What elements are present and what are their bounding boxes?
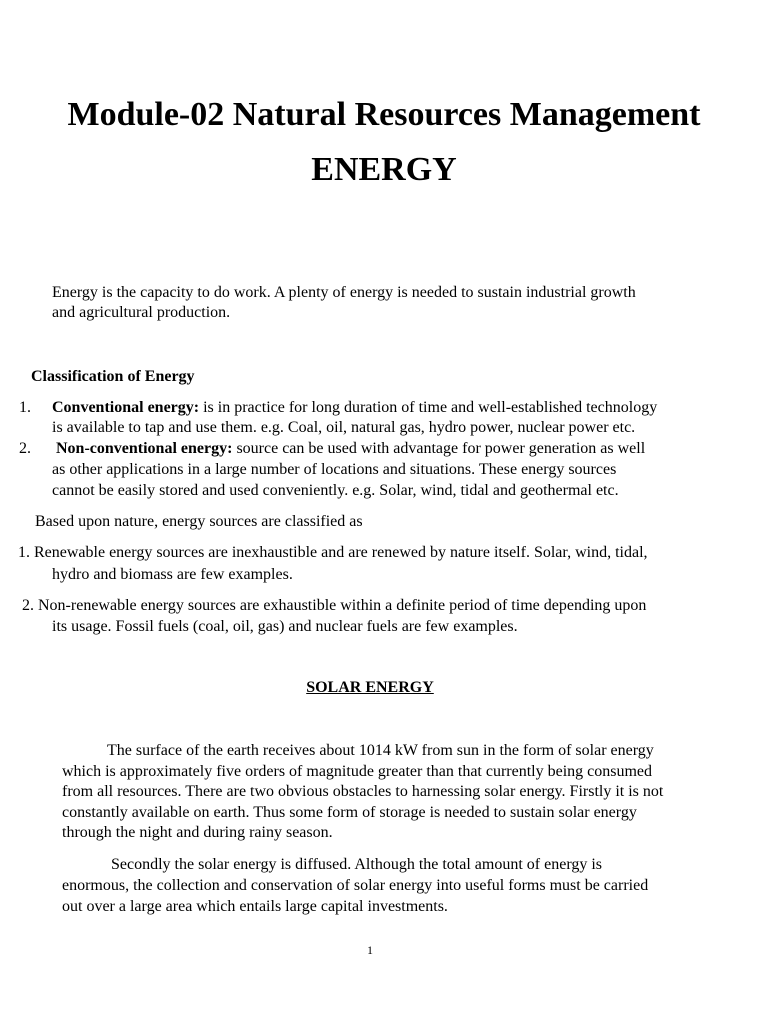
list-item-text: source can be used with advantage for power generation as well: [232, 440, 646, 457]
list-item-text: is in practice for long duration of time and well-established technology: [199, 399, 658, 416]
solar-para1-line: constantly available on earth. Thus some form of storage is needed to sustain solar energy: [62, 804, 637, 821]
solar-heading: SOLAR ENERGY: [306, 679, 434, 696]
solar-para1-line: from all resources. There are two obvious obstacles to harnessing solar energy. Firstly it is not: [62, 783, 664, 800]
intro-line: Energy is the capacity to do work. A plenty of energy is needed to sustain industrial growth: [52, 284, 636, 301]
solar-para2-line: enormous, the collection and conservation of solar energy into useful forms must be carried: [62, 877, 649, 894]
page-number: 1: [367, 943, 373, 957]
solar-para1-line: which is approximately five orders of magnitude greater than that currently being consumed: [62, 763, 653, 780]
classification-heading: Classification of Energy: [31, 368, 195, 385]
nature-item-line: its usage. Fossil fuels (coal, oil, gas) and nuclear fuels are few examples.: [52, 618, 518, 635]
intro-line: and agricultural production.: [52, 304, 231, 321]
page-title: Module-02 Natural Resources Management: [67, 96, 701, 133]
solar-para2-line: out over a large area which entails large capital investments.: [62, 898, 448, 915]
list-item-line: as other applications in a large number of locations and situations. These energy sources: [52, 461, 617, 478]
term-conventional: Conventional energy:: [52, 399, 200, 416]
list-item-line: cannot be easily stored and used conveniently. e.g. Solar, wind, tidal and geothermal etc.: [52, 482, 619, 499]
list-item-nonconventional: [56, 439, 645, 460]
list-number: 1.: [19, 399, 31, 416]
page-subtitle: ENERGY: [311, 151, 457, 188]
term-nonconventional: Non-conventional energy:: [56, 440, 233, 457]
list-number: 2.: [19, 440, 31, 457]
solar-para1-line: The surface of the earth receives about 1014 kW from sun in the form of solar energy: [107, 742, 654, 759]
list-item-line: is available to tap and use them. e.g. Coal, oil, natural gas, hydro power, nuclear power etc.: [52, 419, 636, 436]
nature-item-line: hydro and biomass are few examples.: [52, 566, 293, 583]
list-item-conventional: [52, 398, 657, 419]
solar-para2-line: Secondly the solar energy is diffused. Although the total amount of energy is: [111, 856, 603, 873]
nature-item-renewable: 1. Renewable energy sources are inexhaustible and are renewed by nature itself. Solar, wind, tidal,: [18, 544, 648, 561]
nature-item-nonrenewable: 2. Non-renewable energy sources are exhaustible within a definite period of time depending upon: [22, 597, 647, 614]
nature-intro: Based upon nature, energy sources are classified as: [35, 513, 363, 530]
solar-para1-line: through the night and during rainy season.: [62, 824, 333, 841]
